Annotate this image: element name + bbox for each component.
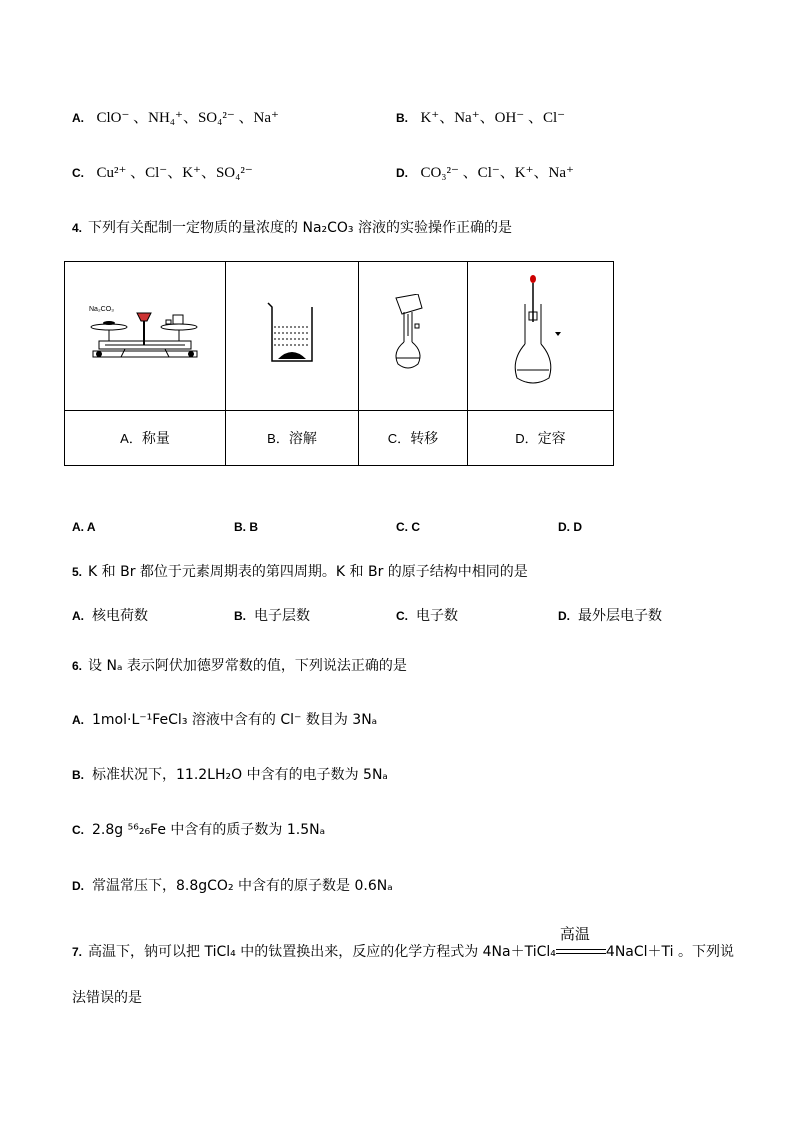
reaction-condition: 高温 bbox=[559, 925, 590, 943]
q3-option-b-text: K⁺、Na⁺、OH⁻ 、Cl⁻ bbox=[420, 110, 566, 126]
q6-option-c[interactable]: C. 2.8g ⁵⁶₂₆Fe 中含有的质子数为 1.5Nₐ bbox=[72, 822, 326, 838]
q4-option-a[interactable]: A. A bbox=[72, 520, 96, 534]
q7-stem-part2: 4NaCl＋Ti 。下列说 bbox=[605, 944, 734, 960]
q3-option-a[interactable] bbox=[72, 108, 279, 128]
q3-option-a-text: ClO⁻ 、NH₄⁺、SO₄²⁻ 、Na⁺ bbox=[96, 110, 279, 126]
balance-icon bbox=[85, 299, 205, 369]
q6-option-d[interactable]: D. 常温常压下，8.8gCO₂ 中含有的原子数是 0.6Nₐ bbox=[72, 878, 393, 894]
q3-option-d-text: CO₃²⁻ 、Cl⁻、K⁺、Na⁺ bbox=[420, 165, 574, 181]
q5-number: 5. bbox=[72, 565, 83, 579]
q6-option-b[interactable]: B. 标准状况下，11.2LH₂O 中含有的电子数为 5Nₐ bbox=[72, 767, 388, 783]
q4-option-d[interactable]: D. D bbox=[558, 520, 582, 534]
q4-apparatus-table bbox=[64, 261, 614, 466]
q5-stem bbox=[72, 562, 528, 582]
equals-sign-icon bbox=[556, 949, 606, 954]
caption-d: D．定容 bbox=[468, 411, 614, 466]
q6-number: 6. bbox=[72, 659, 83, 673]
q5-option-a[interactable]: A. 核电荷数 bbox=[72, 608, 148, 624]
q7-stem-line1 bbox=[72, 925, 734, 962]
q4-stem-text: 下列有关配制一定物质的量浓度的 Na₂CO₃ 溶液的实验操作正确的是 bbox=[88, 220, 512, 236]
q5-option-b[interactable]: B. 电子层数 bbox=[234, 608, 310, 624]
na2co3-label: Na₂CO₃ bbox=[89, 306, 115, 313]
q6-stem-text: 设 Nₐ 表示阿伏加德罗常数的值，下列说法正确的是 bbox=[88, 658, 407, 674]
q3-option-c-text: Cu²⁺ 、Cl⁻、K⁺、SO₄²⁻ bbox=[96, 165, 253, 181]
q3-option-c-letter: C. bbox=[72, 166, 84, 180]
q3-option-a-letter: A. bbox=[72, 111, 84, 125]
volumetric-flask-pour-icon bbox=[388, 294, 438, 374]
dissolving-cell bbox=[226, 262, 359, 411]
q6-stem bbox=[72, 656, 407, 676]
caption-a: A．称量 bbox=[65, 411, 226, 466]
caption-c: C．转移 bbox=[359, 411, 468, 466]
q3-option-d-letter: D. bbox=[396, 166, 408, 180]
q3-option-d[interactable] bbox=[396, 163, 574, 183]
q7-stem-part1: 高温下，钠可以把 TiCl₄ 中的钛置换出来，反应的化学方程式为 4Na＋TiCl₄ bbox=[88, 944, 556, 960]
q7-number: 7. bbox=[72, 945, 83, 959]
weighing-cell bbox=[65, 262, 226, 411]
q4-option-b[interactable]: B. B bbox=[234, 520, 258, 534]
q5-option-d[interactable]: D. 最外层电子数 bbox=[558, 608, 662, 624]
q3-option-b[interactable] bbox=[396, 108, 565, 128]
beaker-icon bbox=[262, 299, 322, 369]
q4-stem bbox=[72, 218, 512, 238]
volume-fixing-cell bbox=[468, 262, 614, 411]
q4-option-c[interactable]: C. C bbox=[396, 520, 420, 534]
dropper-flask-icon bbox=[511, 274, 571, 394]
q4-number: 4. bbox=[72, 221, 83, 235]
q6-option-a[interactable]: A. 1mol·L⁻¹FeCl₃ 溶液中含有的 Cl⁻ 数目为 3Nₐ bbox=[72, 712, 378, 728]
q5-option-c[interactable]: C. 电子数 bbox=[396, 608, 458, 624]
reaction-arrow bbox=[556, 925, 606, 958]
q3-option-b-letter: B. bbox=[396, 111, 408, 125]
q5-stem-text: K 和 Br 都位于元素周期表的第四周期。K 和 Br 的原子结构中相同的是 bbox=[88, 564, 528, 580]
q3-option-c[interactable] bbox=[72, 163, 253, 183]
q7-stem-line2: 法错误的是 bbox=[72, 990, 142, 1006]
transfer-cell bbox=[359, 262, 468, 411]
caption-b: B．溶解 bbox=[226, 411, 359, 466]
